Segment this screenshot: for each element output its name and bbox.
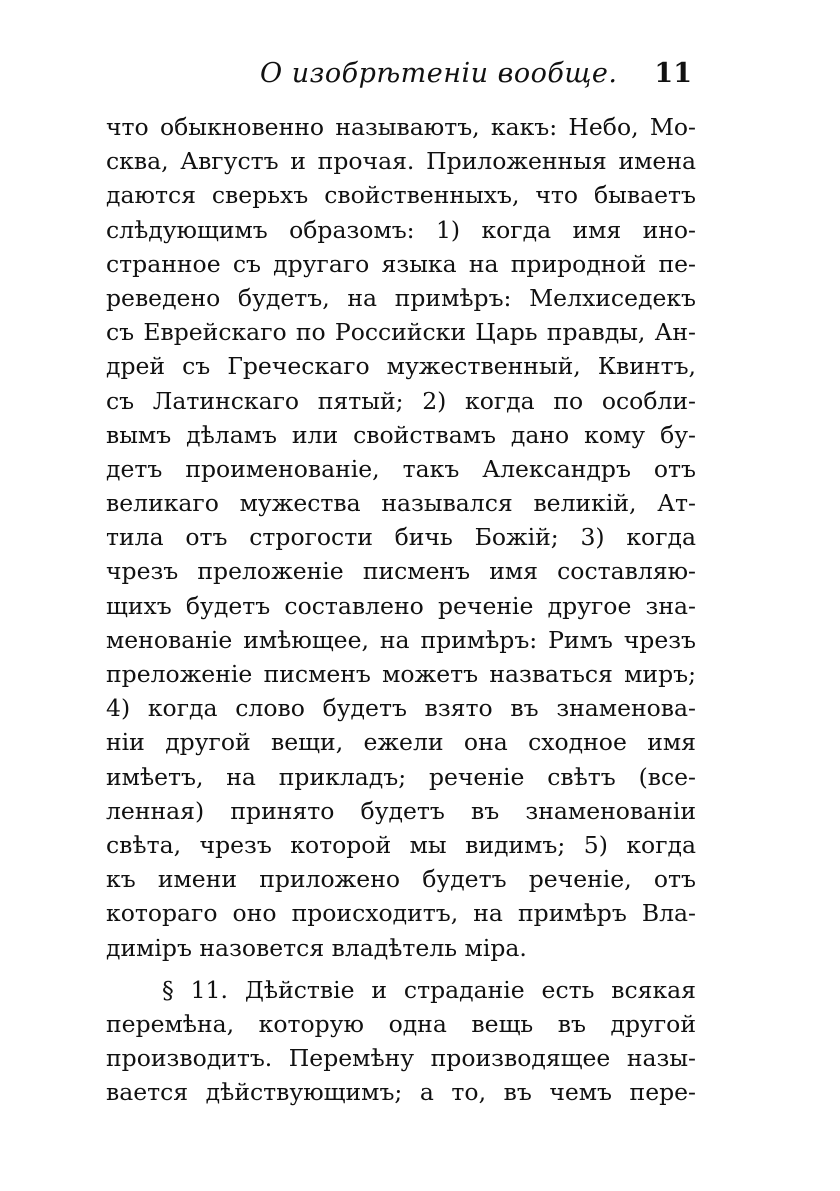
text-line: даются сверьхъ свойственныхъ, что бываетъ (106, 181, 696, 210)
section-line: § 11. Дѣйствіе и страданіе есть всякая (162, 975, 696, 1004)
text-line: менованіе имѣющее, на примѣръ: Римъ чрезъ (106, 625, 696, 654)
text-line: чрезъ преложеніе писменъ имя составляю- (106, 557, 696, 586)
text-line: странное съ другаго языка на природной пе- (106, 249, 696, 278)
text-line: детъ проименованіе, такъ Александръ отъ (106, 454, 696, 483)
text-line: что обыкновенно называютъ, какъ: Небо, Мо- (106, 113, 696, 141)
text-line: преложеніе писменъ можетъ назваться миръ; (106, 660, 696, 688)
paragraph-1 (106, 110, 696, 965)
text-line: съ Еврейскаго по Российски Царь правды, Ан- (106, 318, 696, 347)
running-title: О изобрѣтеніи вообще. (260, 58, 618, 89)
page-number: 11 (654, 58, 692, 89)
text-line: съ Латинскаго пятый; 2) когда по особли- (106, 386, 696, 415)
text-line: дрей съ Греческаго мужественный, Квинтъ, (106, 352, 696, 381)
running-head (252, 58, 692, 98)
paragraph-gap (106, 965, 696, 973)
paragraph-2 (106, 973, 696, 1110)
text-line: ніи другой вещи, ежели она сходное имя (106, 728, 696, 757)
body-text (106, 110, 696, 1109)
text-line: великаго мужества назывался великій, Ат- (106, 489, 696, 518)
text-line: ленная) принято будетъ въ знаменованіи (106, 796, 696, 825)
text-line: щихъ будетъ составлено реченіе другое зна- (106, 591, 696, 620)
text-line: производитъ. Перемѣну производящее назы- (106, 1044, 696, 1073)
text-line: котораго оно происходитъ, на примѣръ Вла- (106, 899, 696, 928)
text-line: сква, Августъ и прочая. Приложенныя имена (106, 147, 696, 176)
text-line: имѣетъ, на прикладъ; реченіе свѣтъ (все- (106, 762, 696, 791)
text-line: свѣта, чрезъ которой мы видимъ; 5) когда (106, 830, 696, 859)
text-line: вается дѣйствующимъ; а то, въ чемъ пере- (106, 1078, 696, 1107)
text-line: реведено будетъ, на примѣръ: Мелхиседекъ (106, 283, 696, 312)
text-line: диміръ назовется владѣтель міра. (106, 933, 527, 962)
text-line: тила отъ строгости бичь Божій; 3) когда (106, 523, 696, 552)
text-line: къ имени приложено будетъ реченіе, отъ (106, 865, 696, 894)
text-line: вымъ дѣламъ или свойствамъ дано кому бу- (106, 420, 696, 449)
text-line: 4) когда слово будетъ взято въ знаменова- (106, 694, 696, 723)
text-line: слѣдующимъ образомъ: 1) когда имя ино- (106, 215, 696, 244)
text-line: перемѣна, которую одна вещь въ другой (106, 1009, 696, 1038)
